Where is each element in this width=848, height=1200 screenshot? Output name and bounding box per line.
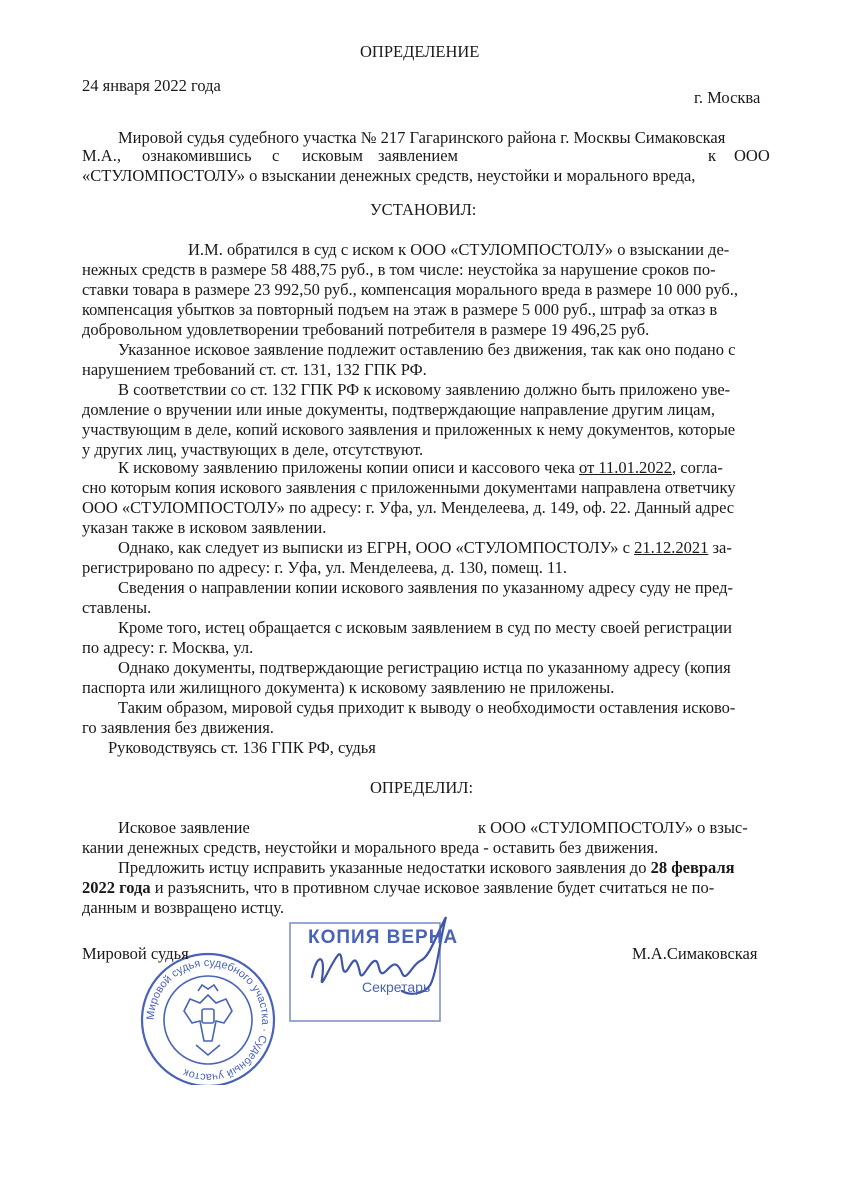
p6-line: ставлены. xyxy=(82,598,152,617)
seal-outer-ring xyxy=(142,954,274,1085)
p7-line: Кроме того, истец обращается с исковым заявлением в суд по месту своей регистрации xyxy=(118,618,732,637)
r1-line: к ООО «СТУЛОМПОСТОЛУ» о взыс- xyxy=(478,818,748,837)
r2-line: данным и возвращено истцу. xyxy=(82,898,284,917)
stamp-area xyxy=(140,895,470,1085)
signature-right-name: М.А.Симаковская xyxy=(632,944,758,963)
p4-line: указан также в исковом заявлении. xyxy=(82,518,327,537)
p3-line: В соответствии со ст. 132 ГПК РФ к исковому заявлению должно быть приложено уве- xyxy=(118,380,731,399)
signature-left-label: Мировой судья xyxy=(82,944,189,963)
p8-line: Однако документы, подтверждающие регистрацию истца по указанному адресу (копия xyxy=(118,658,731,677)
p9-line: Таким образом, мировой судья приходит к выводу о необходимости оставления исково- xyxy=(118,698,736,717)
r2-deadline-bold: 28 февраля xyxy=(650,858,735,877)
p1-line: И.М. обратился в суд с иском к ООО «СТУЛОМПОСТОЛУ» о взыскании де- xyxy=(188,240,730,259)
document-title: ОПРЕДЕЛЕНИЕ xyxy=(360,42,480,61)
intro-word: к xyxy=(708,146,717,165)
p4-line: сно которым копия искового заявления с приложенными документами направлена ответчику xyxy=(82,478,736,497)
r1-line: Исковое заявление xyxy=(118,818,250,837)
p10-line: Руководствуясь ст. 136 ГПК РФ, судья xyxy=(108,738,376,757)
intro-word: заявлением xyxy=(378,146,458,165)
document-date: 24 января 2022 года xyxy=(82,76,221,95)
r2-text: и разъяснить, что в противном случае исковое заявление будет считаться не по- xyxy=(154,878,715,897)
p4-date-underlined: от 11.01.2022 xyxy=(579,458,673,477)
p4-line: ООО «СТУЛОМПОСТОЛУ» по адресу: г. Уфа, ул. Менделеева, д. 149, оф. 22. Данный адрес xyxy=(82,498,735,517)
r2-year-bold: 2022 года xyxy=(82,878,151,897)
intro-word: исковым xyxy=(302,146,363,165)
p5-date-underlined: 21.12.2021 xyxy=(634,538,709,557)
copy-stamp-role: Секретарь xyxy=(362,979,431,995)
intro-line-3: «СТУЛОМПОСТОЛУ» о взыскании денежных средств, неустойки и морального вреда, xyxy=(82,166,696,185)
p9-line: го заявления без движения. xyxy=(82,718,274,737)
intro-word: с xyxy=(272,146,280,165)
document-city: г. Москва xyxy=(694,88,761,107)
p4-text: К исковому заявлению приложены копии описи и кассового чека xyxy=(118,458,575,477)
copy-stamp-title: КОПИЯ ВЕРНА xyxy=(308,927,459,948)
intro-line-1: Мировой судья судебного участка № 217 Гагаринского района г. Москвы Симаковская xyxy=(118,128,726,147)
p7-line: по адресу: г. Москва, ул. xyxy=(82,638,254,657)
eagle-emblem-icon xyxy=(184,985,232,1055)
p1-line: компенсация убытков за повторный подъем на этаж в размере 5 000 руб., штраф за отказ в xyxy=(82,300,718,319)
p5-line xyxy=(118,538,732,558)
p3-line: участвующим в деле, копий искового заявления и приложенных к нему документов, которые xyxy=(82,420,736,439)
p6-line: Сведения о направлении копии искового заявления по указанному адресу суду не пред- xyxy=(118,578,734,597)
p5-line: регистрировано по адресу: г. Уфа, ул. Менделеева, д. 130, помещ. 11. xyxy=(82,558,567,577)
heading-opredelil: ОПРЕДЕЛИЛ: xyxy=(370,778,474,797)
intro-word: ООО xyxy=(734,146,770,165)
intro-word: ознакомившись xyxy=(142,146,252,165)
seal-ring-text: Мировой судья судебного участка · Судебный участок xyxy=(144,956,272,1084)
p4-text-end: , согла- xyxy=(672,458,723,477)
p1-line: добровольном удовлетворении требований потребителя в размере 19 496,25 руб. xyxy=(82,320,650,339)
r2-line xyxy=(118,858,735,878)
r1-line: кании денежных средств, неустойки и морального вреда - оставить без движения. xyxy=(82,838,659,857)
p2-line: нарушением требований ст. ст. 131, 132 ГПК РФ. xyxy=(82,360,427,379)
heading-ustanovil: УСТАНОВИЛ: xyxy=(370,200,477,219)
p8-line: паспорта или жилищного документа) к исковому заявлению не приложены. xyxy=(82,678,615,697)
p5-text-end: за- xyxy=(712,538,732,557)
p1-line: ставки товара в размере 23 992,50 руб., компенсация морального вреда в размере 10 000 руб., xyxy=(82,280,739,299)
p3-line: домление о вручении или иные документы, подтверждающие направление другим лицам, xyxy=(82,400,716,419)
p2-line: Указанное исковое заявление подлежит оставлению без движения, так как оно подано с xyxy=(118,340,736,359)
p4-line xyxy=(118,458,723,478)
p5-text: Однако, как следует из выписки из ЕГРН, ООО «СТУЛОМПОСТОЛУ» с xyxy=(118,538,630,557)
p3-line: у других лиц, участвующих в деле, отсутствуют. xyxy=(82,440,424,459)
p1-line: нежных средств в размере 58 488,75 руб., в том числе: неустойка за нарушение сроков по- xyxy=(82,260,716,279)
r2-text: Предложить истцу исправить указанные недостатки искового заявления до xyxy=(118,858,647,877)
intro-word: М.А., xyxy=(82,146,121,165)
